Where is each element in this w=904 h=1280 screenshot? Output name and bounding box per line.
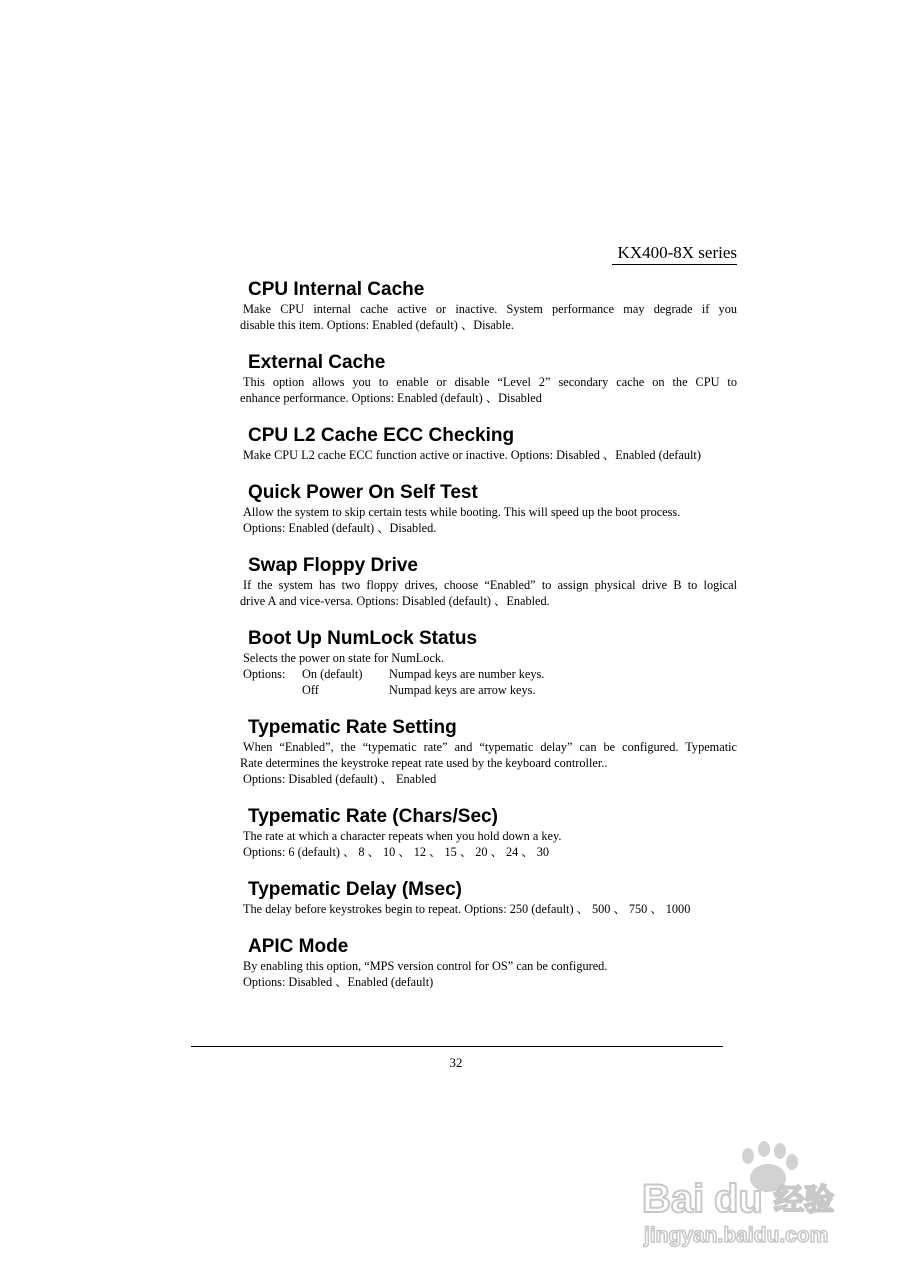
section-text-line: The delay before keystrokes begin to repeat. Options: 250 (default) 、 500 、 750 、 1000 (243, 902, 691, 916)
section-text-line: Options: Disabled (default) 、 Enabled (243, 772, 437, 786)
section-swap-floppy (240, 555, 737, 609)
baidu-jingyan-watermark (640, 1140, 870, 1250)
section-text-line: Make CPU internal cache active or inactive. System performance may degrade if you (243, 302, 737, 316)
option-row (240, 666, 737, 682)
watermark-cn: 经验 (774, 1183, 834, 1218)
section-heading: APIC Mode (248, 936, 349, 957)
option-row (240, 682, 737, 698)
section-text-line: The rate at which a character repeats when you hold down a key. (243, 829, 562, 843)
section-heading: Quick Power On Self Test (248, 482, 478, 503)
page-number: 32 (449, 1055, 463, 1070)
section-typematic-delay (240, 879, 737, 917)
section-text-line: Options: Disabled 、Enabled (default) (243, 975, 434, 989)
section-text-line: This option allows you to enable or disable “Level 2” secondary cache on the CPU to (243, 375, 737, 389)
section-external-cache (240, 352, 737, 406)
section-heading: Swap Floppy Drive (248, 555, 418, 576)
section-numlock-status (240, 628, 737, 698)
section-cpu-internal-cache (240, 279, 737, 333)
section-heading: External Cache (248, 352, 386, 373)
section-text-line: When “Enabled”, the “typematic rate” and “typematic delay” can be configured. Typematic (243, 740, 737, 754)
section-typematic-rate-setting (240, 717, 737, 787)
options-label: Options: (243, 667, 286, 681)
document-body (240, 279, 737, 990)
section-apic-mode (240, 936, 737, 990)
section-heading: Typematic Rate Setting (248, 717, 457, 738)
section-heading: Boot Up NumLock Status (248, 628, 478, 649)
section-typematic-rate (240, 806, 737, 860)
running-header: KX400-8X series (612, 243, 737, 265)
section-text-line: Allow the system to skip certain tests while booting. This will speed up the boot process. (243, 505, 681, 519)
section-text-line: drive A and vice-versa. Options: Disabled (default) 、Enabled. (240, 594, 550, 608)
option-value: On (default) (302, 667, 363, 681)
section-text-line: Options: Enabled (default) 、Disabled. (243, 521, 437, 535)
section-cpu-l2-cache-ecc (240, 425, 737, 463)
section-text-line: Selects the power on state for NumLock. (243, 651, 445, 665)
section-quick-post (240, 482, 737, 536)
option-value: Off (302, 683, 319, 697)
section-text-line: Options: 6 (default) 、 8 、 10 、 12 、 15 、 20 、 24 、 30 (243, 845, 550, 859)
watermark-brand: Bai (642, 1177, 705, 1221)
watermark-brand-suffix: du (714, 1177, 763, 1221)
section-heading: Typematic Delay (Msec) (248, 879, 463, 900)
section-text-line: enhance performance. Options: Enabled (default) 、Disabled (240, 391, 542, 405)
section-text-line: Make CPU L2 cache ECC function active or inactive. Options: Disabled 、Enabled (default) (243, 448, 701, 462)
option-description: Numpad keys are arrow keys. (389, 683, 536, 697)
section-text-line: If the system has two floppy drives, choose “Enabled” to assign physical drive B to logical (243, 578, 737, 592)
section-heading: Typematic Rate (Chars/Sec) (248, 806, 498, 827)
section-heading: CPU L2 Cache ECC Checking (248, 425, 515, 446)
option-description: Numpad keys are number keys. (389, 667, 545, 681)
section-text-line: By enabling this option, “MPS version control for OS” can be configured. (243, 959, 608, 973)
watermark-url: jingyan.baidu.com (644, 1224, 829, 1247)
footer-rule (191, 1046, 723, 1047)
paw-logo-icon (640, 1140, 870, 1250)
section-text-line: Rate determines the keystroke repeat rate used by the keyboard controller.. (240, 756, 608, 770)
section-heading: CPU Internal Cache (248, 279, 425, 300)
section-text-line: disable this item. Options: Enabled (default) 、Disable. (240, 318, 514, 332)
